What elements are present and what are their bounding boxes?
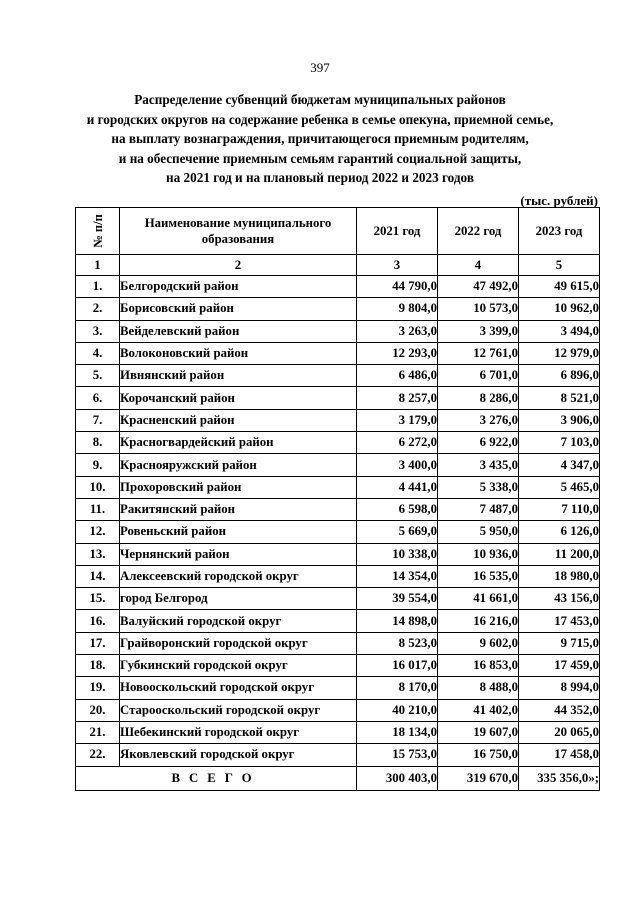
table-row <box>76 744 600 766</box>
row-2022: 8 488,0 <box>438 677 519 699</box>
row-name: Валуйский городской округ <box>120 610 357 632</box>
row-2022: 47 492,0 <box>438 276 519 298</box>
row-2021: 3 263,0 <box>357 320 438 342</box>
row-number: 16. <box>76 610 120 632</box>
row-2021: 9 804,0 <box>357 298 438 320</box>
row-name: Вейделевский район <box>120 320 357 342</box>
row-number: 3. <box>76 320 120 342</box>
row-2021: 39 554,0 <box>357 588 438 610</box>
table-row <box>76 521 600 543</box>
row-2022: 16 216,0 <box>438 610 519 632</box>
row-name: Шебекинский городской округ <box>120 721 357 743</box>
row-2023: 20 065,0 <box>519 721 600 743</box>
row-number: 17. <box>76 632 120 654</box>
row-2021: 14 354,0 <box>357 565 438 587</box>
row-name: Прохоровский район <box>120 476 357 498</box>
row-number: 6. <box>76 387 120 409</box>
column-index-row <box>76 255 600 276</box>
row-2023: 10 962,0 <box>519 298 600 320</box>
table-row <box>76 476 600 498</box>
row-name: Чернянский район <box>120 543 357 565</box>
table-body <box>76 276 600 767</box>
document-title <box>60 90 580 188</box>
row-2022: 16 750,0 <box>438 744 519 766</box>
header-row <box>76 208 600 255</box>
row-name: Краснояружский район <box>120 454 357 476</box>
table-row <box>76 588 600 610</box>
table-row <box>76 632 600 654</box>
subvention-table <box>75 207 600 791</box>
row-2022: 9 602,0 <box>438 632 519 654</box>
table-row <box>76 543 600 565</box>
row-name: Красногвардейский район <box>120 432 357 454</box>
row-number: 15. <box>76 588 120 610</box>
row-name: Ровеньский район <box>120 521 357 543</box>
header-num: № п/п <box>76 208 120 255</box>
row-number: 22. <box>76 744 120 766</box>
title-line: на выплату вознаграждения, причитающегося приемным родителям, <box>111 131 529 146</box>
row-2022: 41 402,0 <box>438 699 519 721</box>
total-label: ВСЕГО <box>76 766 357 790</box>
row-name: Волоконовский район <box>120 342 357 364</box>
row-2021: 6 486,0 <box>357 365 438 387</box>
row-2023: 7 103,0 <box>519 432 600 454</box>
row-number: 11. <box>76 498 120 520</box>
total-2023: 335 356,0»; <box>519 766 600 790</box>
title-line: на 2021 год и на плановый период 2022 и 2023 годов <box>166 170 474 185</box>
row-number: 18. <box>76 655 120 677</box>
row-name: Борисовский район <box>120 298 357 320</box>
row-2022: 12 761,0 <box>438 342 519 364</box>
row-2021: 8 170,0 <box>357 677 438 699</box>
row-name: Ивнянский район <box>120 365 357 387</box>
row-number: 14. <box>76 565 120 587</box>
row-2022: 16 853,0 <box>438 655 519 677</box>
row-2021: 8 523,0 <box>357 632 438 654</box>
row-2021: 44 790,0 <box>357 276 438 298</box>
row-2021: 6 598,0 <box>357 498 438 520</box>
total-2021: 300 403,0 <box>357 766 438 790</box>
row-2023: 6 126,0 <box>519 521 600 543</box>
row-number: 9. <box>76 454 120 476</box>
row-2022: 3 435,0 <box>438 454 519 476</box>
column-index: 1 <box>76 255 120 276</box>
table-row <box>76 610 600 632</box>
row-2021: 18 134,0 <box>357 721 438 743</box>
row-number: 13. <box>76 543 120 565</box>
row-2022: 19 607,0 <box>438 721 519 743</box>
row-name: Грайворонский городской округ <box>120 632 357 654</box>
row-2023: 9 715,0 <box>519 632 600 654</box>
header-name: Наименование муниципального образования <box>120 208 357 255</box>
table-row <box>76 432 600 454</box>
row-2021: 4 441,0 <box>357 476 438 498</box>
row-2023: 17 459,0 <box>519 655 600 677</box>
row-2023: 49 615,0 <box>519 276 600 298</box>
row-name: Яковлевский городской округ <box>120 744 357 766</box>
column-index: 2 <box>120 255 357 276</box>
row-name: Ракитянский район <box>120 498 357 520</box>
row-name: Старооскольский городской округ <box>120 699 357 721</box>
row-number: 7. <box>76 409 120 431</box>
row-number: 19. <box>76 677 120 699</box>
row-2023: 6 896,0 <box>519 365 600 387</box>
row-2021: 12 293,0 <box>357 342 438 364</box>
row-number: 21. <box>76 721 120 743</box>
row-2023: 12 979,0 <box>519 342 600 364</box>
total-row <box>76 766 600 790</box>
row-2022: 16 535,0 <box>438 565 519 587</box>
table-row <box>76 387 600 409</box>
row-2022: 3 399,0 <box>438 320 519 342</box>
row-2022: 8 286,0 <box>438 387 519 409</box>
row-2022: 6 701,0 <box>438 365 519 387</box>
title-line: Распределение субвенций бюджетам муниципальных районов <box>134 92 506 107</box>
row-2023: 3 906,0 <box>519 409 600 431</box>
table-row <box>76 298 600 320</box>
row-name: Красненский район <box>120 409 357 431</box>
row-2021: 8 257,0 <box>357 387 438 409</box>
row-2021: 16 017,0 <box>357 655 438 677</box>
row-2023: 7 110,0 <box>519 498 600 520</box>
row-2023: 18 980,0 <box>519 565 600 587</box>
header-2021: 2021 год <box>357 208 438 255</box>
table-row <box>76 655 600 677</box>
table-row <box>76 565 600 587</box>
row-2022: 5 338,0 <box>438 476 519 498</box>
row-2021: 6 272,0 <box>357 432 438 454</box>
row-2023: 17 458,0 <box>519 744 600 766</box>
table-row <box>76 721 600 743</box>
row-2023: 4 347,0 <box>519 454 600 476</box>
row-2023: 8 521,0 <box>519 387 600 409</box>
row-2022: 3 276,0 <box>438 409 519 431</box>
row-2021: 3 179,0 <box>357 409 438 431</box>
column-index: 3 <box>357 255 438 276</box>
row-2021: 14 898,0 <box>357 610 438 632</box>
header-2023: 2023 год <box>519 208 600 255</box>
page-number: 397 <box>310 60 330 75</box>
row-name: Алексеевский городской округ <box>120 565 357 587</box>
row-2022: 6 922,0 <box>438 432 519 454</box>
row-2023: 3 494,0 <box>519 320 600 342</box>
row-name: Корочанский район <box>120 387 357 409</box>
row-2021: 3 400,0 <box>357 454 438 476</box>
row-2022: 10 936,0 <box>438 543 519 565</box>
row-name: город Белгород <box>120 588 357 610</box>
table-row <box>76 320 600 342</box>
title-line: и городских округов на содержание ребенка в семье опекуна, приемной семье, <box>86 111 554 127</box>
row-2023: 43 156,0 <box>519 588 600 610</box>
row-2022: 7 487,0 <box>438 498 519 520</box>
title-line: и на обеспечение приемным семьям гарантий социальной защиты, <box>118 150 522 166</box>
row-number: 8. <box>76 432 120 454</box>
row-number: 1. <box>76 276 120 298</box>
row-number: 5. <box>76 365 120 387</box>
table-row <box>76 677 600 699</box>
row-2023: 17 453,0 <box>519 610 600 632</box>
row-2022: 41 661,0 <box>438 588 519 610</box>
row-number: 12. <box>76 521 120 543</box>
row-2023: 44 352,0 <box>519 699 600 721</box>
row-2021: 5 669,0 <box>357 521 438 543</box>
column-index: 5 <box>519 255 600 276</box>
column-index: 4 <box>438 255 519 276</box>
row-name: Новооскольский городской округ <box>120 677 357 699</box>
table-row <box>76 409 600 431</box>
row-number: 10. <box>76 476 120 498</box>
header-2022: 2022 год <box>438 208 519 255</box>
table-row <box>76 365 600 387</box>
table-row <box>76 699 600 721</box>
row-2021: 40 210,0 <box>357 699 438 721</box>
table-row <box>76 342 600 364</box>
table-row <box>76 454 600 476</box>
row-2023: 8 994,0 <box>519 677 600 699</box>
table-row <box>76 498 600 520</box>
row-number: 2. <box>76 298 120 320</box>
row-2021: 15 753,0 <box>357 744 438 766</box>
row-2023: 11 200,0 <box>519 543 600 565</box>
row-number: 4. <box>76 342 120 364</box>
row-2023: 5 465,0 <box>519 476 600 498</box>
total-2022: 319 670,0 <box>438 766 519 790</box>
row-2022: 5 950,0 <box>438 521 519 543</box>
row-name: Белгородский район <box>120 276 357 298</box>
table-row <box>76 276 600 298</box>
row-2022: 10 573,0 <box>438 298 519 320</box>
row-2021: 10 338,0 <box>357 543 438 565</box>
units-label: (тыс. рублей) <box>520 193 598 208</box>
row-number: 20. <box>76 699 120 721</box>
row-name: Губкинский городской округ <box>120 655 357 677</box>
